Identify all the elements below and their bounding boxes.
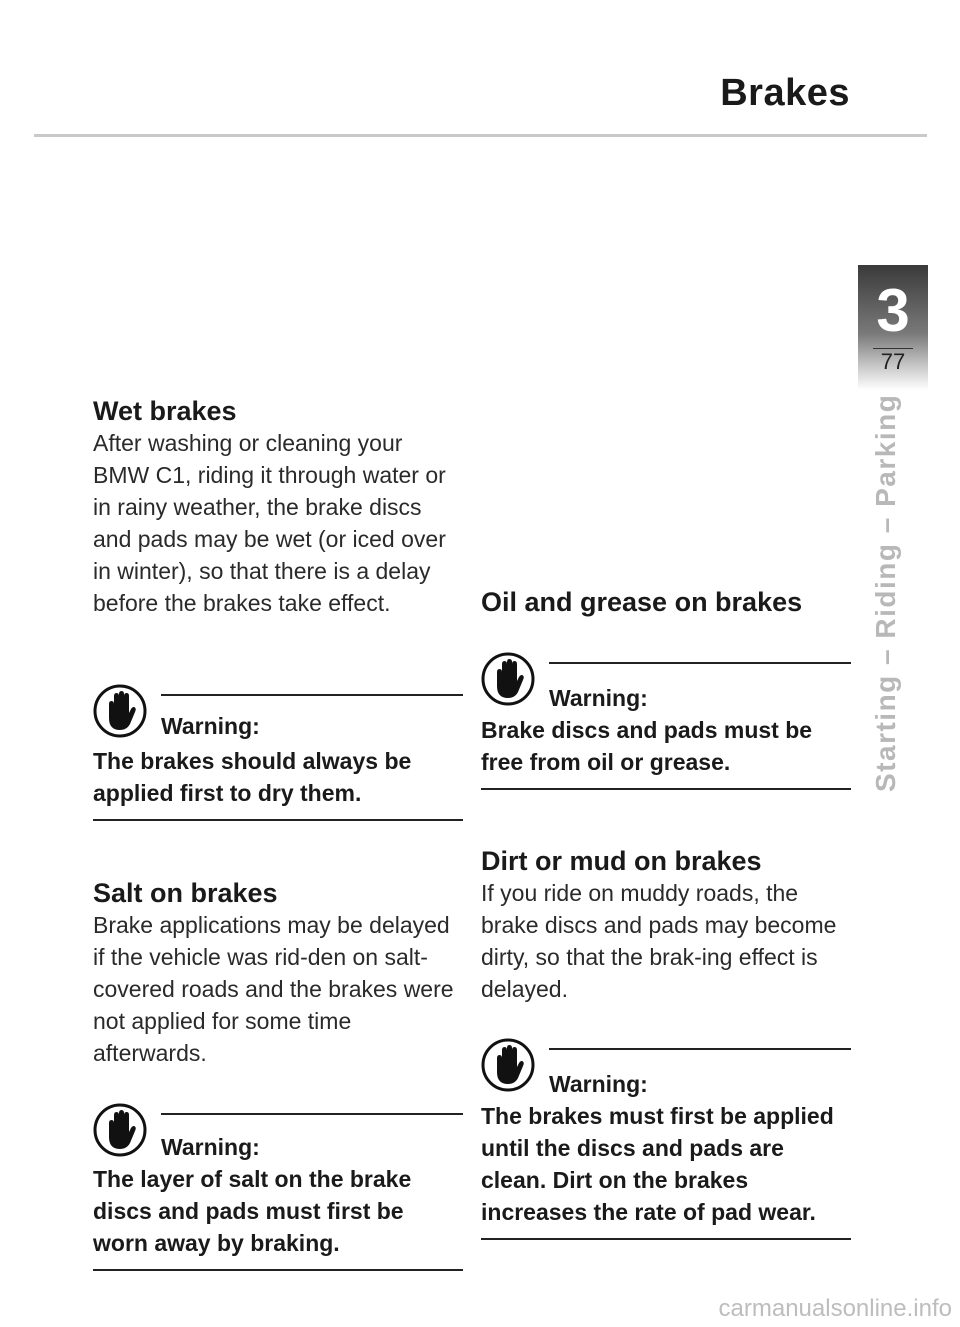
warning-label: Warning: bbox=[161, 1134, 260, 1160]
warning-divider bbox=[549, 1048, 851, 1050]
warning-label: Warning: bbox=[549, 1071, 648, 1097]
section-dirt-or-mud bbox=[481, 845, 851, 1005]
chapter-side-label: Starting – Riding – Parking bbox=[870, 393, 901, 792]
warning-label: Warning: bbox=[549, 685, 648, 711]
chapter-tab bbox=[858, 265, 928, 390]
page-title: Brakes bbox=[720, 72, 850, 114]
section-wet-brakes bbox=[93, 395, 463, 619]
section-heading: Dirt or mud on brakes bbox=[481, 846, 762, 876]
section-heading: Oil and grease on brakes bbox=[481, 587, 803, 617]
hand-stop-icon bbox=[93, 684, 147, 738]
page-number: 77 bbox=[880, 349, 906, 374]
section-body: After washing or cleaning your BMW C1, riding it through water or in rainy weather, the brake discs and pads may be wet (or iced over in winter), so that there is a delay before the brakes take effect. bbox=[93, 430, 446, 616]
warning-text: The layer of salt on the brake discs and pads must first be worn away by braking. bbox=[93, 1163, 463, 1271]
section-body: If you ride on muddy roads, the brake discs and pads may become dirty, so that the brak-ing effect is delayed. bbox=[481, 880, 837, 1002]
warning-text: Brake discs and pads must be free from oil or grease. bbox=[481, 714, 851, 790]
warning-label: Warning: bbox=[161, 713, 260, 739]
section-heading: Wet brakes bbox=[93, 396, 237, 426]
section-heading: Salt on brakes bbox=[93, 878, 278, 908]
section-oil-and-grease bbox=[481, 586, 851, 618]
hand-stop-icon bbox=[481, 652, 535, 706]
hand-stop-icon bbox=[93, 1103, 147, 1157]
header-divider bbox=[34, 134, 927, 137]
watermark: carmanualsonline.info bbox=[718, 1295, 952, 1322]
warning-divider bbox=[161, 1113, 463, 1115]
warning-divider bbox=[161, 694, 463, 696]
chapter-number: 3 bbox=[876, 277, 910, 344]
warning-text: The brakes must first be applied until the discs and pads are clean. Dirt on the brakes increases the rate of pad wear. bbox=[481, 1100, 851, 1240]
warning-divider bbox=[549, 662, 851, 664]
section-body: Brake applications may be delayed if the vehicle was rid-den on salt-covered roads and the brakes were not applied for some time afterwards. bbox=[93, 912, 454, 1066]
hand-stop-icon bbox=[481, 1038, 535, 1092]
warning-text: The brakes should always be applied first to dry them. bbox=[93, 745, 463, 821]
section-salt-on-brakes bbox=[93, 877, 463, 1069]
